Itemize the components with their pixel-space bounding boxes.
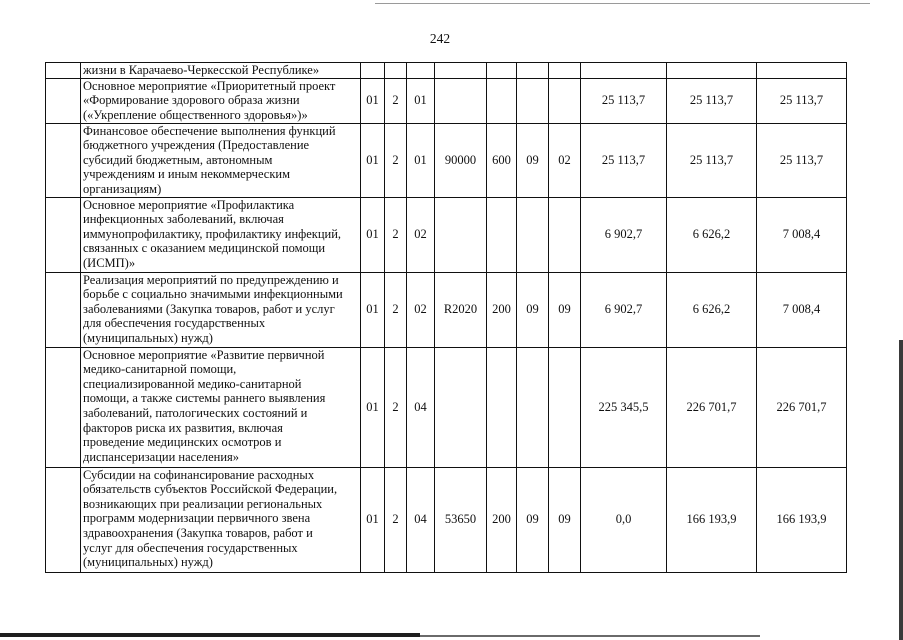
row-marker-cell [46,467,81,572]
table-row [46,272,847,347]
code-section-cell [517,347,549,467]
description-line: субсидий бюджетным, автономным [83,152,273,167]
code-section-cell: 09 [517,467,549,572]
amount-year-3-cell: 25 113,7 [757,78,847,123]
code-subsection-cell: 02 [549,123,581,197]
code-subprogram-cell [385,63,407,79]
description-cell [81,63,361,79]
page-number: 242 [429,31,451,46]
amount-year-1-cell [581,63,667,79]
row-marker-cell [46,63,81,79]
description-line: бюджетного учреждения (Предоставление [83,138,310,153]
code-event-cell [407,63,435,79]
description-cell [81,78,361,123]
scan-edge-artifact [0,633,420,637]
code-program-cell: 01 [361,78,385,123]
amount-year-2-cell: 226 701,7 [667,347,757,467]
description-line: заболеваний, патологических состояний и [83,405,308,420]
description-line: Основное мероприятие «Приоритетный проект [83,78,336,93]
amount-year-2-cell: 6 626,2 [667,197,757,272]
description-line: программ модернизации первичного звена [83,511,311,526]
description-cell [81,347,361,467]
code-subsection-cell [549,347,581,467]
description-line: («Укрепление общественного здоровья»)» [83,107,308,122]
code-subprogram-cell: 2 [385,197,407,272]
code-section-cell [517,197,549,272]
description-line: учреждениям и иным некоммерческим [83,167,291,182]
description-line: здравоохранения (Закупка товаров, работ и [83,525,313,540]
description-cell [81,467,361,572]
description-line: Основное мероприятие «Развитие первичной [83,347,325,362]
code-subsection-cell: 09 [549,272,581,347]
code-expense-type-cell [487,63,517,79]
description-line: обязательств субъектов Российской Федерации, [83,482,338,497]
code-subsection-cell [549,63,581,79]
amount-year-3-cell: 226 701,7 [757,347,847,467]
amount-year-3-cell: 7 008,4 [757,272,847,347]
code-subprogram-cell: 2 [385,347,407,467]
budget-table [45,62,847,573]
scan-edge-artifact [375,3,870,4]
table-row [46,78,847,123]
scan-edge-artifact [420,635,760,637]
description-line: Реализация мероприятий по предупреждению и [83,272,339,287]
code-expense-type-cell: 600 [487,123,517,197]
description-line: специализированной медико-санитарной [83,376,302,391]
code-direction-cell [435,78,487,123]
code-expense-type-cell: 200 [487,467,517,572]
table-row [46,123,847,197]
code-event-cell: 02 [407,197,435,272]
description-line: «Формирование здорового образа жизни [83,93,300,108]
code-direction-cell: R2020 [435,272,487,347]
row-marker-cell [46,347,81,467]
code-expense-type-cell [487,197,517,272]
description-line: жизни в Карачаево-Черкесской Республике» [83,63,320,77]
code-expense-type-cell: 200 [487,272,517,347]
amount-year-1-cell: 225 345,5 [581,347,667,467]
description-line: (муниципальных) нужд) [83,330,213,345]
description-line: помощи, а также системы раннего выявления [83,391,326,406]
code-section-cell [517,78,549,123]
amount-year-2-cell: 166 193,9 [667,467,757,572]
description-line: заболеваниями (Закупка товаров, работ и услуг [83,301,335,316]
scan-edge-artifact [899,340,903,640]
description-line: (муниципальных) нужд) [83,555,213,570]
amount-year-2-cell: 6 626,2 [667,272,757,347]
description-line: медико-санитарной помощи, [83,362,237,377]
description-line: организациям) [83,181,162,196]
code-event-cell: 04 [407,467,435,572]
description-line: факторов риска их развития, включая [83,420,283,435]
code-program-cell: 01 [361,347,385,467]
description-line: диспансеризации населения» [83,449,240,464]
amount-year-1-cell: 25 113,7 [581,78,667,123]
table-body [46,63,847,573]
description-line: Субсидии на софинансирование расходных [83,467,315,482]
amount-year-1-cell: 0,0 [581,467,667,572]
description-line: услуг для обеспечения государственных [83,540,298,555]
row-marker-cell [46,272,81,347]
code-direction-cell [435,197,487,272]
description-line: иммунопрофилактику, профилактику инфекций, [83,226,342,241]
description-line: связанных с оказанием медицинской помощи [83,241,326,256]
amount-year-3-cell [757,63,847,79]
code-subprogram-cell: 2 [385,467,407,572]
code-direction-cell: 90000 [435,123,487,197]
amount-year-3-cell: 25 113,7 [757,123,847,197]
amount-year-2-cell: 25 113,7 [667,123,757,197]
description-line: для обеспечения государственных [83,316,266,331]
code-event-cell: 01 [407,78,435,123]
code-program-cell: 01 [361,197,385,272]
code-direction-cell [435,347,487,467]
code-subprogram-cell: 2 [385,272,407,347]
row-marker-cell [46,197,81,272]
amount-year-2-cell [667,63,757,79]
code-program-cell [361,63,385,79]
description-line: Финансовое обеспечение выполнения функций [83,123,336,138]
description-cell [81,272,361,347]
code-expense-type-cell [487,347,517,467]
description-cell [81,197,361,272]
amount-year-3-cell: 7 008,4 [757,197,847,272]
table-row [46,467,847,572]
code-section-cell: 09 [517,123,549,197]
amount-year-2-cell: 25 113,7 [667,78,757,123]
code-subprogram-cell: 2 [385,78,407,123]
code-subsection-cell [549,78,581,123]
code-program-cell: 01 [361,272,385,347]
description-line: (ИСМП)» [83,255,136,270]
code-subprogram-cell: 2 [385,123,407,197]
code-program-cell: 01 [361,467,385,572]
description-line: проведение медицинских осмотров и [83,435,282,450]
amount-year-1-cell: 6 902,7 [581,272,667,347]
code-event-cell: 04 [407,347,435,467]
amount-year-1-cell: 6 902,7 [581,197,667,272]
code-event-cell: 02 [407,272,435,347]
code-expense-type-cell [487,78,517,123]
description-cell [81,123,361,197]
table-row [46,197,847,272]
code-program-cell: 01 [361,123,385,197]
code-section-cell: 09 [517,272,549,347]
amount-year-3-cell: 166 193,9 [757,467,847,572]
description-line: возникающих при реализации региональных [83,496,323,511]
code-subsection-cell: 09 [549,467,581,572]
table-row [46,347,847,467]
table-row [46,63,847,79]
row-marker-cell [46,78,81,123]
code-section-cell [517,63,549,79]
description-line: инфекционных заболеваний, включая [83,212,284,227]
description-line: борьбе с социально значимыми инфекционными [83,287,343,302]
code-direction-cell: 53650 [435,467,487,572]
code-direction-cell [435,63,487,79]
description-line: Основное мероприятие «Профилактика [83,197,295,212]
row-marker-cell [46,123,81,197]
amount-year-1-cell: 25 113,7 [581,123,667,197]
code-subsection-cell [549,197,581,272]
code-event-cell: 01 [407,123,435,197]
